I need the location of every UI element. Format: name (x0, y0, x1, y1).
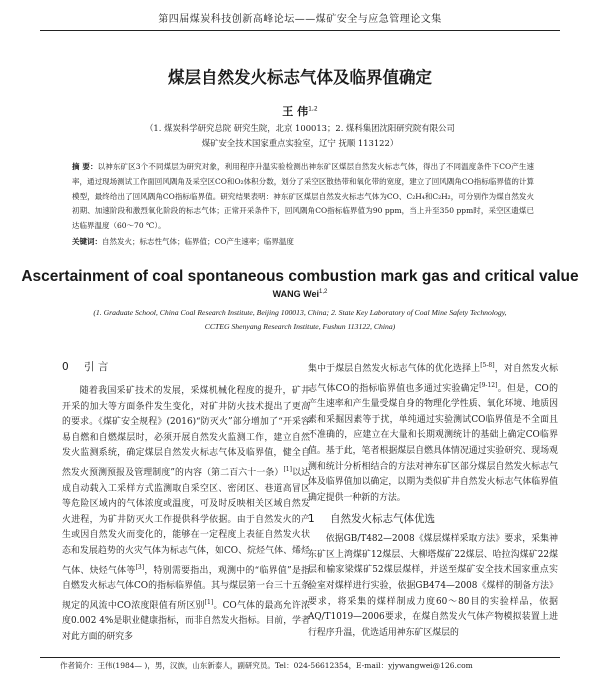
footnote-divider (40, 657, 560, 658)
paragraph-text: 。但是，CO的产生速率和产生量受煤自身的物理化学性质、氧化环境、地质因素和采掘因素等于扰，单纯通过实验测试CO临界值是不全面且不准确的，应建立在大量和长期观测统计的基础上确定CO临界值。基于此，笔者根据煤层自燃具体情况通过实验研究、现场观测和统计分析相结合的方法对神东矿区部分煤层自然发火标志气体及临界值加以确定，以期为类似矿井自然发火标志气体临界值确定提供一种新的方法。 (308, 383, 558, 503)
citation: [3] (135, 563, 145, 571)
en-affiliation-line: CCTEG Shenyang Research Institute, Fushun 113122, China) (204, 322, 396, 331)
en-author-name: WANG Wei (272, 289, 319, 299)
cn-author-name: 王 伟 (282, 105, 309, 118)
paragraph (62, 384, 310, 645)
en-title: Ascertainment of coal spontaneous combustion mark gas and critical value (21, 268, 579, 285)
abstract-label: 摘 要： (72, 162, 98, 171)
running-head: 第四届煤炭科技创新高峰论坛——煤矿安全与应急管理论文集 (40, 10, 560, 31)
cn-affiliation-line: 煤矿安全技术国家重点实验室，辽宁 抚顺 113122） (201, 138, 399, 148)
en-author (0, 289, 600, 299)
abstract-block (72, 160, 534, 250)
en-author-sup: 1,2 (319, 289, 328, 295)
en-affiliations (50, 306, 550, 334)
cn-affiliation-line: （1. 煤炭科学研究总院 研究生院，北京 100013；2. 煤科集团沈阳研究院有限公司 (145, 123, 455, 133)
abstract-text: 以神东矿区3个不同煤层为研究对象，利用程序升温实验检测出神东矿区煤层自然发火标志气体，得出了不同温度条件下CO产生速率，通过现场测试工作面回风隅角及采空区CO和O₂体积分数，划分了采空区散热带和氧化带的宽度，建立了回风隅角CO指标临界值的计算模型，最终给出了回风隅角CO指标临界值。研究结果表明：神东矿区煤层自然发火标志气体为CO、C₂H₄和C₂H₂，可分别作为煤自然发火初期、加速阶段和激烈氧化阶段的标志气体；正常开采条件下，回风隅角CO指标临界值为90 ppm，当上升至350 ppm时，采空区遗煤已达临界温度（60～70 ℃）。 (72, 162, 535, 231)
keywords-text: 自然发火；标志性气体；临界值；CO产生速率；临界温度 (102, 236, 294, 246)
paragraph-text: 以达成自动载入工采样方式监测取自采空区、密闭区、巷道高冒区等危险区域内的气体浓度或温度，可及时反映相关区域自然发火进程，为矿井防灭火工作提供科学依据。由于自然发火的产生或因自然发火而变化的，能够在一定程度上表征自然发火状态和发展趋势的火灾气体为标志气体，如CO、烷烃气体、烯烃气体、炔烃气体等 (62, 467, 310, 576)
citation: [5-8] (480, 362, 495, 369)
author-footnote (60, 660, 560, 672)
paragraph-text: ，特别需要指出，观测中的“临界值”是指自燃发火标志气体CO的指标临界值。其与煤层第一台三十五条规定的风流中CO浓度限值有所区别 (62, 565, 311, 611)
paragraph-text: 。CO气体的最高允许浓度0.002 4%是职业健康指标，而非自然发火指标。目前，学者对此方面的研究多 (62, 600, 310, 642)
citation: [9-12] (479, 381, 498, 389)
footnote-label: 作者简介： (60, 661, 98, 670)
paragraph (308, 358, 558, 506)
section-title: 自然发火标志气体优选 (330, 513, 435, 526)
paragraph-text: ，对自然发火标志气体CO的指标临界值也多通过实验确定 (308, 363, 559, 394)
citation: [1] (204, 598, 214, 606)
cn-title: 煤层自然发火标志气体及临界值确定 (168, 68, 432, 87)
keywords-label: 关键词： (72, 236, 102, 246)
section-number: 1 (308, 513, 315, 526)
cn-affiliations (60, 121, 540, 151)
keywords (72, 235, 534, 250)
left-column (62, 358, 310, 645)
citation: [1] (283, 465, 292, 473)
paragraph-text: 随着我国采矿技术的发展，采煤机械化程度的提升，矿井开采的加大等方面条件发生变化，对矿井防火技术提出了更高的要求。《煤矿安全规程》(2016)“防灭火”部分增加了“开采容易自燃和自燃煤层时，必须开展自然发火监测工作，建立自然发火监测系统，确定煤层自然发火标志气体及临界值，健全自然发火预测预报及管理制度”的内容（第二百六十一条） (62, 386, 310, 478)
en-affiliation-line: (1. Graduate School, China Coal Research Institute, Beijing 100013, China; 2. State Key Laboratory of Coal Mine Safety Technology, (93, 308, 507, 317)
abstract (72, 160, 534, 234)
section-heading-1 (308, 510, 558, 528)
section-title: 引 言 (84, 361, 109, 373)
footnote-text: 王伟(1984— )，男，汉族，山东新泰人，副研究员。Tel：024-56612354，E-mail：yjywangwei@126.com (97, 661, 473, 670)
section-number: 0 (62, 361, 69, 373)
right-column (308, 358, 558, 641)
paragraph-text: 集中于煤层自然发火标志气体的优化选择上 (308, 363, 481, 374)
cn-author (0, 103, 600, 119)
paragraph: 依据GB/T482—2008《煤层煤样采取方法》要求，采集神东矿区上湾煤矿12煤层、大柳塔煤矿22煤层、哈拉沟煤矿22煤层和榆家梁煤矿52煤层煤样，并送至煤矿安全技术国家重点实验室对煤样进行实验，依据GB474—2008《煤样的制备方法》要求，将采集的煤样制成力度60～80目的实验样品，依据AQ/T1019—2006要求，在煤自然发火气体产物模拟装置上进行程序升温，优选适用神东矿区煤层的 (308, 534, 558, 638)
cn-author-sup: 1,2 (308, 105, 318, 113)
section-heading-intro (62, 358, 310, 376)
